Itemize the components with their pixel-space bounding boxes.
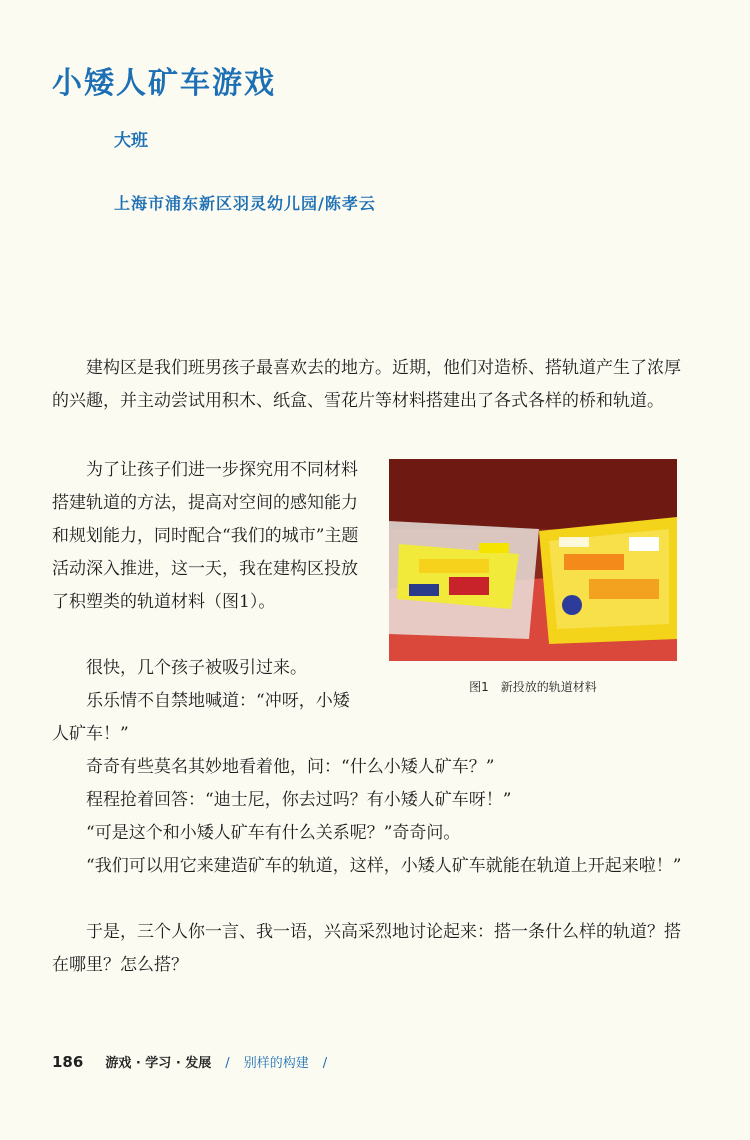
figure-1-caption: 图1 新投放的轨道材料	[469, 680, 597, 694]
paragraph-2: 为了让孩子们进一步探究用不同材料搭建轨道的方法，提高对空间的感知能力和规划能力，同时配合“我们的城市”主题活动深入推进，这一天，我在建构区投放了积塑类的轨道材料（图1）。	[52, 460, 359, 612]
paragraph-9: 于是，三个人你一言、我一语，兴高采烈地讨论起来：搭一条什么样的轨道？搭在哪里？怎么搭？	[52, 922, 681, 975]
paragraph-6: 程程抢着回答：“迪士尼，你去过吗？有小矮人矿车呀！”	[86, 790, 512, 810]
author-line: 上海市浦东新区羽灵幼儿园/陈孝云	[114, 194, 376, 213]
paragraph-3: 很快，几个孩子被吸引过来。	[86, 658, 307, 678]
page-footer	[52, 1052, 327, 1071]
article-title: 小矮人矿车游戏	[52, 66, 276, 101]
footer-slash-left: /	[225, 1056, 230, 1071]
paragraph-8: “我们可以用它来建造矿车的轨道，这样，小矮人矿车就能在轨道上开起来啦！”	[86, 856, 682, 876]
figure-1-photo	[389, 459, 677, 661]
page-number: 186	[52, 1053, 84, 1071]
series-title: 游戏 · 学习 · 发展	[105, 1056, 212, 1071]
grade-label: 大班	[114, 131, 148, 151]
section-title: 别样的构建	[243, 1056, 309, 1071]
paragraph-5: 奇奇有些莫名其妙地看着他，问：“什么小矮人矿车？”	[86, 757, 495, 777]
footer-slash-right: /	[322, 1056, 328, 1071]
paragraph-4: 乐乐情不自禁地喊道：“冲呀，小矮人矿车！”	[52, 691, 350, 744]
track-materials-photo	[389, 459, 677, 661]
paragraph-1: 建构区是我们班男孩子最喜欢去的地方。近期，他们对造桥、搭轨道产生了浓厚的兴趣，并主动尝试用积木、纸盒、雪花片等材料搭建出了各式各样的桥和轨道。	[52, 358, 681, 411]
paragraph-7: “可是这个和小矮人矿车有什么关系呢？”奇奇问。	[86, 823, 461, 843]
